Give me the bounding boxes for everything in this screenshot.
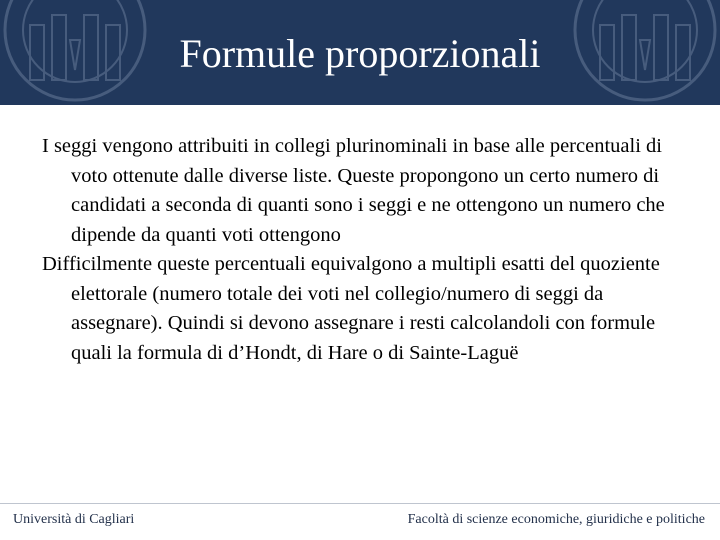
footer-divider (0, 503, 720, 504)
page-title: Formule proporzionali (179, 31, 541, 76)
paragraph-quoziente-resti: Difficilmente queste percentuali equivalgono a multipli esatti del quoziente elettorale (numero totale dei voti nel collegio/numero di seggi da assegnare). Quindi si devono assegnare i resti calcolandoli con formule quali la formula di d’Hondt, di Hare o di Sainte-Laguë (42, 253, 660, 364)
paragraph-seggi-attribuzione: I seggi vengono attribuiti in collegi plurinominali in base alle percentuali di voto ottenute dalle diverse liste. Queste propongono un certo numero di candidati a seconda di quanti sono i seggi e ne ottengono un numero che dipende da quanti voti ottengono (42, 135, 665, 246)
footer-university: Università di Cagliari (13, 512, 135, 527)
footer-faculty: Facoltà di scienze economiche, giuridiche e politiche (407, 512, 705, 527)
header-banner (0, 0, 720, 105)
slide-content (42, 132, 682, 368)
